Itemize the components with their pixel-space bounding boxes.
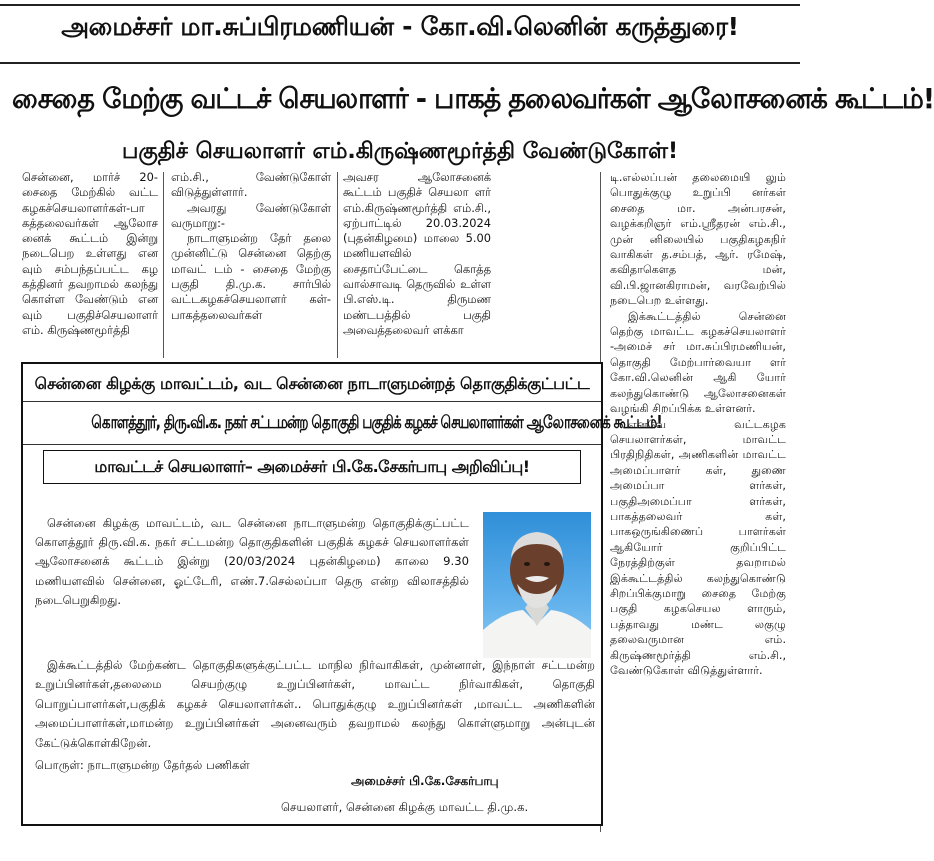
- minister-photo: [483, 512, 591, 658]
- col2-paragraph-1: எம்.சி., வேண்டுகோள் விடுத்துள்ளார்.: [171, 170, 331, 200]
- notice-paragraph-1: சென்னை கிழக்கு மாவட்டம், வட சென்னை நாடாளுமன்ற தொகுதிக்குட்பட்ட கொளத்தூர் திரு.வி.க. நகர் சட்டமன்ற தொகுதிகளின் பகுதிக் கழகச் செயலாளர்கள் ஆலோசனைக் கூட்டம் இன்று (20/03/2024 புதன்கிழமை) காலை 9.30 மணியளவில் சென்னை, ஓட்டேரி, எண்.7.செல்லப்பா தெரு என்ற விலாசத்தில் நடைபெறுகிறது.: [35, 516, 469, 607]
- headline-rule: [0, 62, 800, 64]
- notice-box: [21, 362, 662, 826]
- notice-paragraph-1-wrap: [35, 514, 469, 610]
- notice-title-line-2: கொளத்தூர், திரு.வி.க. நகர் சட்டமன்ற தொகுதி பகுதிக் கழகச் செயலாளர்கள் ஆலோசனைக் கூட்டம்!: [91, 413, 662, 433]
- notice-paragraph-2: இக்கூட்டத்தில் மேற்கண்ட தொகுதிகளுக்குட்பட்ட மாநில நிர்வாகிகள், முன்னாள், இந்நாள் சட்டமன்ற உறுப்பினர்கள்,தலைமை செயற்குழு உறுப்பினர்கள், மாவட்ட நிர்வாகிகள், தொகுதி பொறுப்பாளர்கள்,பகுதிக் கழகச் செயலாளர்கள்.. பொதுக்குழு உறுப்பினர்கள் ,மாவட்ட அணிகளின் அமைப்பாளர்கள்,மாமன்ற உறுப்பினர்கள் அனைவரும் தவறாமல் கலந்து கொள்ளுமாறு அன்புடன் கேட்டுக்கொள்கிறேன்.: [35, 658, 595, 750]
- article-column-1: [22, 170, 158, 338]
- col1-paragraph: சென்னை, மார்ச் 20- சைதை மேற்கில் வட்ட கழகச்செயலாளர்கள்-பா கத்தலைவர்கள் ஆலோச னைக் கூட்டம் இன்று நடைபெற உள்ளது என வும் சம்பந்தப்பட்ட கழ கத்தினர் தவறாமல் கலந்து கொள்ள வேண்டும் என வும் பகுதிச்செயலாளர் எம். கிருஷ்ணமூர்த்தி: [22, 170, 158, 337]
- article-column-3: [343, 170, 491, 338]
- col4-paragraph-1: டி.எல்லப்பன் தலைமையி லும் பொதுக்குழு உறுப்பி னர்கள் சைதை மா. அன்பரசன், வழக்கறிஞர் எம்.ஸ்ரீதரன் எம்.சி., முன் னிலையில் பகுதிகழகநிர் வாகிகள் த.சம்பத், ஆர். ரமேஷ், கவிதாகௌத மன், வி.பி.ஜானகிராமன், வரவேற்பில் நடைபெற உள்ளது.: [610, 171, 786, 308]
- article-column-2: [171, 170, 331, 323]
- col4-paragraph-3: எனவே வட்டகழக செயலாளர்கள், மாவட்ட பிரதிநிதிகள், அணிகளின் மாவட்ட அமைப்பாளர் கள், துணை அமைப்பா ளர்கள், பகுதிஅமைப்பா ளர்கள், பாகத்தலைவர் கள், பாகஒருங்கிணைப் பாளர்கள் ஆகியோர் குறிப்பிட்ட நேரத்திற்குள் தவறாமல் இக்கூட்டத்தில் கலந்துகொண்டு சிறப்பிக்குமாறு சைதை மேற்கு பகுதி கழகசெயல ளாரும், பத்தாவது மண்ட லகுழு தலைவருமான எம். கிருஷ்ணமூர்த்தி எம்.சி., வேண்டுகோள் விடுத்துள்ளார்.: [610, 417, 786, 677]
- notice-title-line-2-wrap: [29, 404, 662, 442]
- signature-title: செயலாளர், சென்னை கிழக்கு மாவட்ட தி.மு.க.: [281, 800, 529, 814]
- notice-title-line-1: சென்னை கிழக்கு மாவட்டம், வட சென்னை நாடாளுமன்றத் தொகுதிக்குட்பட்ட: [34, 374, 590, 393]
- column-divider: [337, 172, 338, 358]
- headline-kicker: அமைச்சர் மா.சுப்பிரமணியன் - கோ.வி.லெனின் கருத்துரை!: [61, 12, 739, 41]
- col4-paragraph-2: இக்கூட்டத்தில் சென்னை தெற்கு மாவட்ட கழகச்செயலாளர் -அமைச் சர் மா.சுப்பிரமணியன், தொகுதி மேற்பார்வையா ளர் கோ.வி.லெனின் ஆகி யோர் கலந்துகொண்டு ஆலோசனைகள் வழங்கி சிறப்பிக்க உள்ளனர்.: [610, 309, 786, 416]
- notice-divider: [23, 444, 601, 445]
- notice-subject: பொருள்: நாடாளுமன்ற தேர்தல் பணிகள்: [35, 758, 250, 772]
- column-divider: [163, 172, 164, 358]
- headline-sub: பகுதிச் செயலாளர் எம்.கிருஷ்ணமூர்த்தி வேண்டுகோள்!: [121, 139, 679, 164]
- headline-main: சைதை மேற்கு வட்டச் செயலாளர் - பாகத் தலைவர்கள் ஆலோசனைக் கூட்டம்!: [12, 82, 934, 115]
- col2-paragraph-2: அவரது வேண்டுகோள் வருமாறு:-: [171, 200, 331, 230]
- portrait-image: [483, 512, 591, 658]
- col3-paragraph: அவசர ஆலோசனைக் கூட்டம் பகுதிச் செயலா ளர் எம்.கிருஷ்ணமூர்த்தி எம்.சி., ஏற்பாட்டில் 20.03.2024 (புதன்கிழமை) மாலை 5.00 மணியளவில் சைதாப்பேட்டை கொத்த வால்சாவடி தெருவில் உள்ள பி.எஸ்.டி. திருமண மண்டபத்தில் பகுதி அவைத்தலைவர் ளக்கா: [343, 170, 491, 337]
- notice-title-line-3: மாவட்டச் செயலாளர்– அமைச்சர் பி.கே.சேகர்பாபு அறிவிப்பு!: [43, 450, 581, 484]
- signature-name: அமைச்சர் பி.கே.சேகர்பாபு: [351, 774, 499, 788]
- col2-paragraph-3: நாடாளுமன்ற தேர் தலை முன்னிட்டு சென்னை தெற்கு மாவட் டம் - சைதை மேற்கு பகுதி தி.மு.க. சார்பில் வட்டகழகச்செயலாளர் கள்-பாகத்தலைவர்கள்: [171, 231, 331, 322]
- top-rule: [0, 4, 800, 6]
- notice-paragraph-2-wrap: [35, 656, 595, 753]
- notice-divider: [23, 401, 601, 402]
